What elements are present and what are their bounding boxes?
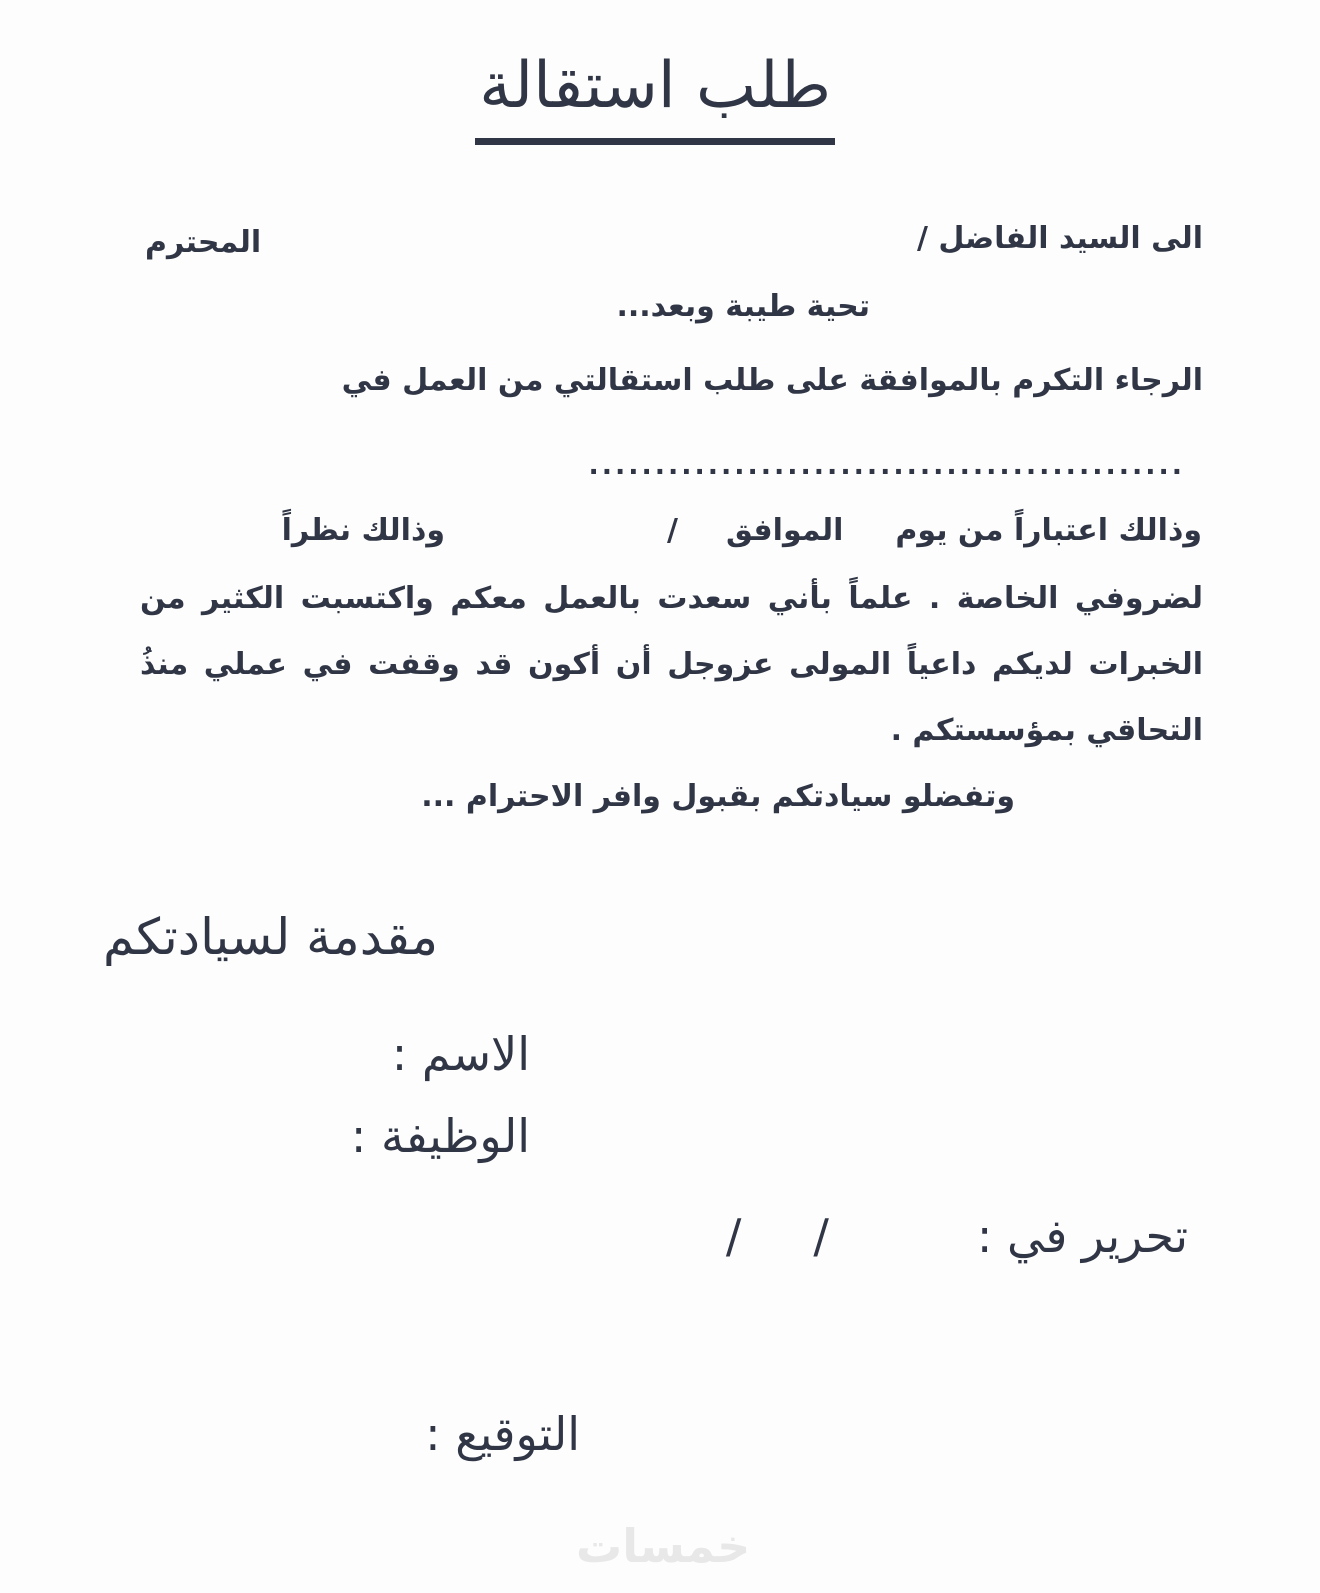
blank-dotted-line: .............................................	[588, 450, 1185, 481]
date-slash-day: /	[813, 1209, 829, 1263]
effective-date-line	[282, 512, 1202, 550]
page-title: طلب استقالة	[475, 45, 835, 145]
body-line-joining: التحاقي بمؤسستكم .	[890, 713, 1203, 748]
date-slash-month: /	[725, 1209, 742, 1263]
addressee-line: الى السيد الفاضل /	[916, 221, 1203, 256]
resignation-request-line: الرجاء التكرم بالموافقة على طلب استقالتي من العمل في	[341, 363, 1203, 398]
name-field-label: الاسم :	[391, 1027, 530, 1081]
body-line-circumstances: لضروفي الخاصة . علماً بأني سعدت بالعمل معكم واكتسبت الكثير من	[140, 581, 1203, 616]
written-on-label: تحرير في :	[976, 1209, 1188, 1263]
job-title-field-label: الوظيفة :	[350, 1109, 530, 1163]
khamsat-watermark: خمسات	[576, 1519, 751, 1573]
effective-date-text-1: وذالك اعتباراً من يوم	[895, 513, 1202, 548]
written-on-date-line	[726, 1208, 1188, 1266]
closing-respects-line: وتفضلو سيادتكم بقبول وافر الاحترام ...	[421, 779, 1015, 814]
corresponding-label: الموافق	[725, 513, 844, 548]
date-slash: /	[667, 513, 678, 548]
body-line-experience: الخبرات لديكم داعياً المولى عزوجل أن أكون قد وقفت في عملي منذُ	[140, 647, 1203, 682]
submitted-to-line: مقدمة لسيادتكم	[103, 908, 439, 966]
greeting-line: تحية طيبة وبعد...	[616, 289, 870, 324]
signature-field-label: التوقيع :	[425, 1407, 580, 1461]
effective-date-text-2: وذالك نظراً	[281, 513, 446, 548]
addressee-honorific: المحترم	[145, 225, 262, 260]
